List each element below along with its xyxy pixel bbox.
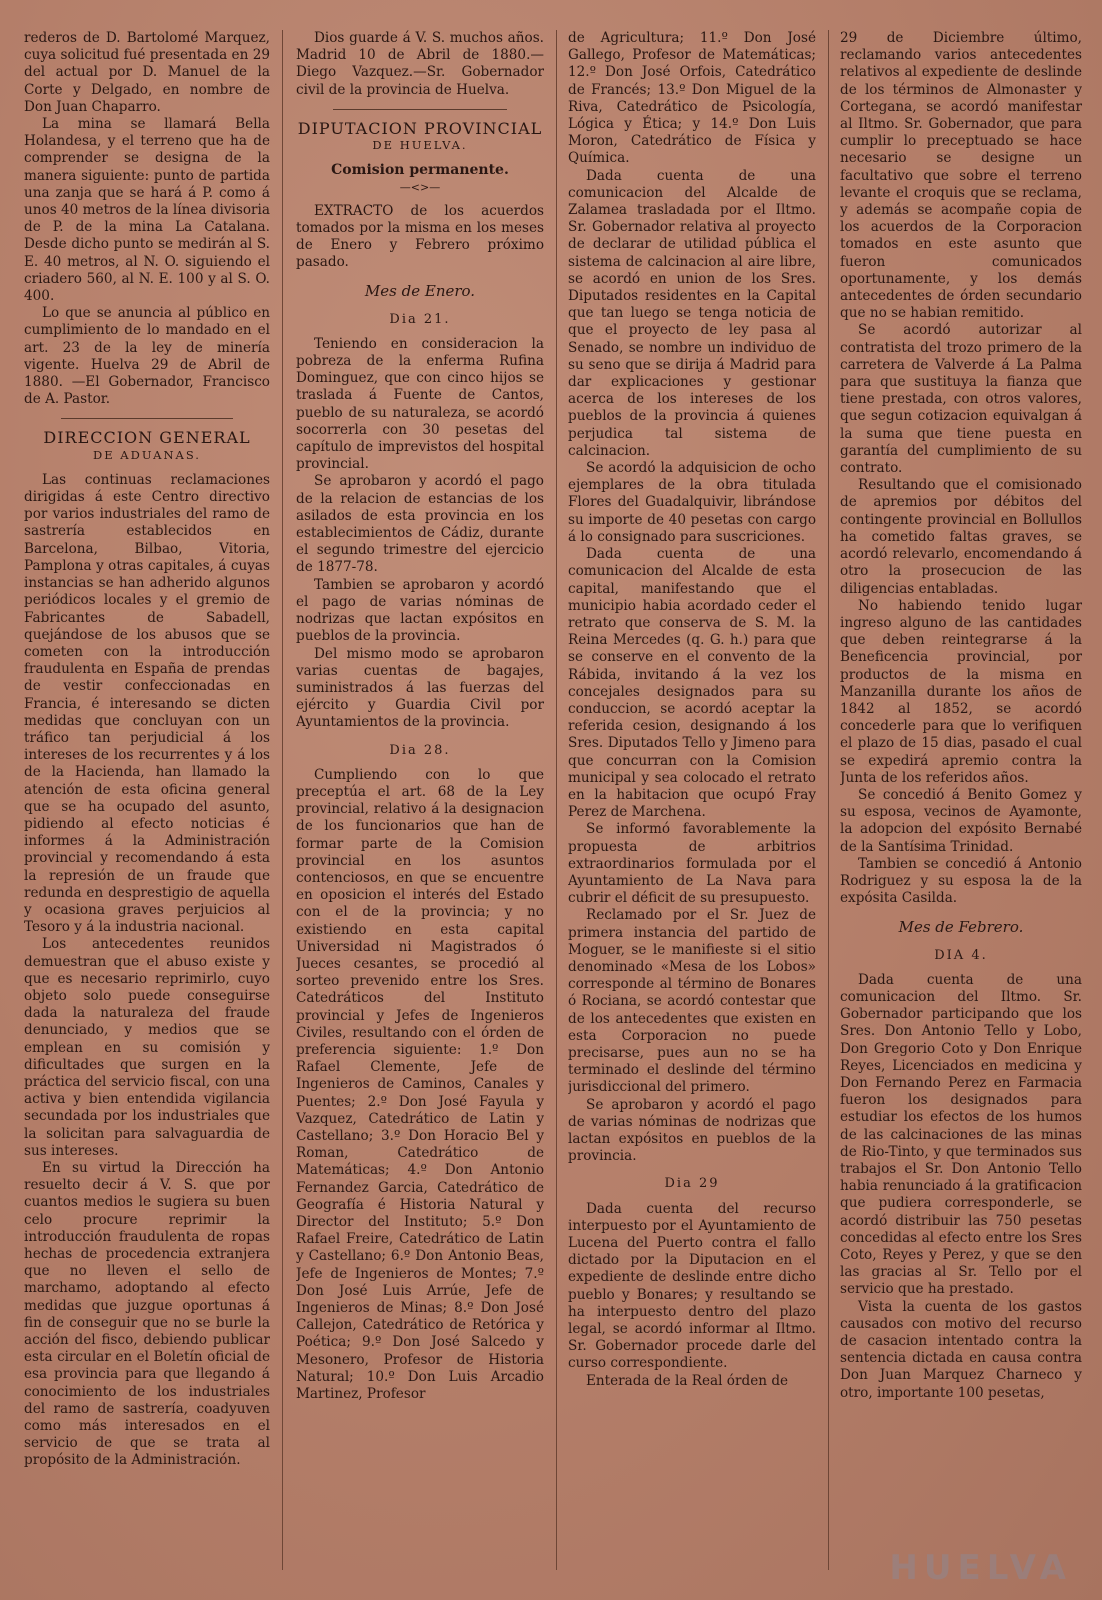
section-heading: DIPUTACION PROVINCIAL [297, 118, 543, 138]
paragraph: Se aprobaron y acordó el pago de varias nóminas de nodrizas que lactan expósitos en pueblos de la provincia. [568, 1096, 816, 1165]
paragraph: Cumpliendo con lo que preceptúa el art. 68 de la Ley provincial, relativo á la designacion de los funcionarios que han de formar parte de la Comision provincial en los asuntos contenciosos, en que se encuentre en oposicion el interés del Estado con el de la provincia; y no existiendo en esta capital Universidad ni Magistrados ó Jueces cesantes, se procedió al sorteo prevenido entre los Sres. Catedráticos del Instituto provincial y Jefes de Ingenieros Civiles, resultando con el órden de preferencia siguiente: 1.º Don Rafael Clemente, Jefe de Ingenieros de Caminos, Canales y Puentes; 2.º Don José Fayula y Vazquez, Catedrático de Latin y Castellano; 3.º Don Horacio Bel y Roman, Catedrático de Matemáticas; 4.º Don Antonio Fernandez Garcia, Catedrático de Geografía é Historia Natural y Director del Instituto; 5.º Don Rafael Freire, Catedrático de Latin y Castellano; 6.º Don Antonio Beas, Jefe de Ingenieros de Montes; 7.º Don José Luis Arrúe, Jefe de Ingenieros de Minas; 8.º Don José Callejon, Catedrático de Retórica y Poética; 9.º Don José Salcedo y Mesonero, Profesor de Historia Natural; 10.º Don Luis Arcadio Martinez, Profesor [296, 766, 544, 1403]
day-heading: Dia 29 [664, 1176, 720, 1192]
ornament: —<>— [399, 181, 441, 195]
paragraph: Tambien se concedió á Antonio Rodriguez y su esposa la de la expósita Casilda. [840, 855, 1082, 907]
paragraph: EXTRACTO de los acuerdos tomados por la misma en los meses de Enero y Febrero próximo pasado. [296, 202, 544, 271]
paragraph: Dada cuenta de una comunicacion del Iltmo. Sr. Gobernador participando que los Sres. Don Antonio Tello y Lobo, Don Gregorio Coto y Don Enrique Reyes, Licenciados en medicina y Don Fernando Perez en Farmacia fueron los designados para estudiar los efectos de los humos de las calcinaciones de las minas de Rio-Tinto, y que terminados sus trabajos el Sr. Don Antonio Tello habia renunciado á la gratificacion que pudiera corresponderle, se acordó distribuir las 750 pesetas concedidas al efecto entre los Sres Coto, Reyes y Perez, y que se den las gracias al Sr. Tello por el servicio que ha prestado. [840, 971, 1082, 1298]
divider [333, 109, 507, 110]
paragraph: Se acordó la adquisicion de ocho ejemplares de la obra titulada Flores del Guadalquivir, librándose su importe de 40 pesetas con cargo á lo consignado para suscriciones. [568, 460, 816, 545]
day-heading: Dia 28. [389, 742, 451, 758]
month-heading: Mes de Febrero. [898, 918, 1024, 937]
paragraph: Del mismo modo se aprobaron varias cuentas de bagajes, suministrados á las fuerzas del ejército y Guardia Civil por Ayuntamientos de la provincia. [296, 645, 544, 731]
section-heading: DIRECCION GENERAL [43, 428, 251, 448]
paragraph: Las continuas reclamaciones dirigidas á este Centro directivo por varios industriales del ramo de sastrería establecidos en Barcelona, Bilbao, Vitoria, Pamplona y otras capitales, á cuyas instancias se han adherido algunos periódicos locales y el gremio de Fabricantes de Sabadell, quejándose de los abusos que se cometen con la introducción fraudulenta en España de prendas de vestir confeccionadas en Francia, é interesando se dicten medidas que concluyan con un tráfico tan perjudicial á los intereses de los recurrentes y á los de la Hacienda, han llamado la atención de esta oficina general que se ha ocupado del asunto, pidiendo al efecto noticias é informes á la Administración provincial y recomendando á esta la represión de un fraude que redunda en desprestigio de aquella y ocasiona graves perjuicios al Tesoro y á la industria nacional. [24, 471, 270, 936]
column-rule [828, 30, 829, 1570]
huelva-watermark: HUELVA [889, 1548, 1072, 1588]
paragraph: Dada cuenta de una comunicacion del Alcalde de Zalamea trasladada por el Iltmo. Sr. Gobernador relativa al proyecto de declarar de utilidad pública el sistema de calcinacion al aire libre, se acordó en union de los Sres. Diputados residentes en la Capital que tan luego se tenga noticia de que el proyecto de ley pasa al Senado, se nombre un individuo de su seno que se dirija á Madrid para dar explicaciones y gestionar acerca de los intereses de los pueblos de la provincia á quienes perjudica tal sistema de calcinacion. [568, 167, 816, 459]
column-rule [556, 30, 557, 1570]
paragraph: Enterada de la Real órden de [586, 1372, 789, 1389]
column-2 [296, 30, 544, 1576]
paragraph: Dada cuenta de una comunicacion del Alcalde de esta capital, manifestando que el municipio habia acordado ceder el retrato que conserva de S. M. la Reina Mercedes (q. G. h.) para que se conserve en el convento de la Rábida, invitando á la vez los concejales designados para su conduccion, se acordó aceptar la referida cesion, designando á los Sres. Diputados Tello y Jimeno para que concurran con la Comision municipal y sea colocado el retrato en la habitacion que ocupó Fray Perez de Marchena. [568, 546, 816, 821]
paragraph: Lo que se anuncia al público en cumplimiento de lo mandado en el art. 23 de la ley de minería vigente. Huelva 29 de Abril de 1880. —El Gobernador, Francisco de A. Pastor. [24, 305, 270, 408]
column-3 [568, 30, 816, 1576]
paragraph: Teniendo en consideracion la pobreza de la enferma Rufina Dominguez, que con cinco hijos se traslada á Fuente de Cantos, pueblo de su naturaleza, se acordó socorrerla con 30 pesetas del capítulo de imprevistos del hospital provincial. [296, 335, 544, 473]
paragraph: Dada cuenta del recurso interpuesto por el Ayuntamiento de Lucena del Puerto contra el fallo dictado por la Diputacion en el expediente de deslinde entre dicho pueblo y Bonares; y resultando se ha interpuesto dentro del plazo legal, se acordó informar al Iltmo. Sr. Gobernador procede darle del curso correspondiente. [568, 1200, 816, 1372]
day-heading: DIA 4. [934, 947, 988, 963]
month-heading: Mes de Enero. [364, 282, 476, 301]
paragraph: Se informó favorablemente la propuesta de arbitrios extraordinarios formulada por el Ayuntamiento de La Nava para cubrir el déficit de su presupuesto. [568, 821, 816, 907]
divider [61, 418, 233, 419]
paragraph: Se aprobaron y acordó el pago de la relacion de estancias de los asilados de esta provincia en los establecimientos de Cádiz, durante el segundo trimestre del ejercicio de 1877-78. [296, 473, 544, 576]
section-subheading: DE HUELVA. [372, 138, 468, 153]
section-subheading: DE ADUANAS. [93, 447, 201, 462]
paragraph: Se concedió á Benito Gomez y su esposa, vecinos de Ayamonte, la adopcion del expósito Bernabé de la Santísima Trinidad. [840, 786, 1082, 855]
paragraph: Dios guarde á V. S. muchos años. Madrid 10 de Abril de 1880.—Diego Vazquez.—Sr. Gobernador civil de la provincia de Huelva. [296, 30, 544, 98]
paragraph: La mina se llamará Bella Holandesa, y el terreno que ha de comprender se designa de la manera siguiente: punto de partida una zanja que se hará á P. como á unos 40 metros de la línea divisoria de P. de la mina La Catalana. Desde dicho punto se medirán al S. E. 40 metros, al N. O. siguiendo el criadero 560, al N. E. 100 y al S. O. 400. [24, 116, 270, 305]
paragraph: Tambien se aprobaron y acordó el pago de varias nóminas de nodrizas que lactan expósitos en pueblos de la provincia. [296, 576, 544, 645]
paragraph: de Agricultura; 11.º Don José Gallego, Profesor de Matemáticas; 12.º Don José Orfois, Catedrático de Francés; 13.º Don Miguel de la Riva, Catedrático de Psicología, Lógica y Ética; y 14.º Don Luis Moron, Catedrático de Física y Química. [568, 30, 816, 167]
paragraph: Resultando que el comisionado de apremios por débitos del contingente provincial en Bollullos ha cometido faltas graves, se acordó relevarlo, encomendando á otro la prosecucion de las diligencias entabladas. [840, 477, 1082, 597]
paragraph: Vista la cuenta de los gastos causados con motivo del recurso de casacion intentado contra la sentencia dictada en causa contra Don Juan Marquez Charneco y otro, importante 100 pesetas, [840, 1298, 1082, 1401]
day-heading: Dia 21. [389, 311, 451, 327]
column-4 [840, 30, 1082, 1576]
paragraph: Los antecedentes reunidos demuestran que el abuso existe y que es necesario reprimirlo, cuyo objeto solo puede conseguirse dada la naturaleza del fraude denunciado, y medios que se emplean en su comisión y dificultades que surgen en la práctica del servicio fiscal, con una activa y bien entendida vigilancia secundada por los industriales que la solicitan para salvaguardia de sus intereses. [24, 936, 270, 1159]
paragraph: Reclamado por el Sr. Juez de primera instancia del partido de Moguer, se le manifieste si el sitio denominado «Mesa de los Lobos» corresponde al término de Bonares ó Rociana, se acordó contestar que de los antecedentes que existen en esta Corporacion no puede precisarse, pues aun no se ha terminado el deslinde del término jurisdiccional del primero. [568, 907, 816, 1096]
paragraph: En su virtud la Dirección ha resuelto decir á V. S. que por cuantos medios le sugiera su buen celo procure reprimir la introducción fraudulenta de ropas hechas de procedencia extranjera que no lleven el sello de marchamo, adoptando al efecto medidas que juzgue oportunas á fin de conseguir que no se burle la acción del fisco, debiendo publicar esta circular en el Boletín oficial de esa provincia para que llegando á conocimiento de los industriales del ramo de sastrería, coadyuven como más interesados en el servicio de que se trata al propósito de la Administración. [24, 1160, 270, 1469]
paragraph: No habiendo tenido lugar ingreso alguno de las cantidades que deben reintegrarse á la Beneficencia provincial, por productos de la misma en Manzanilla durante los años de 1842 al 1852, se acordó concederle para que lo verifiquen el plazo de 15 dias, pasado el cual se expedirá apremio contra la Junta de los referidos años. [840, 597, 1082, 786]
column-1 [24, 30, 270, 1576]
paragraph: Se acordó autorizar al contratista del trozo primero de la carretera de Valverde á La Palma para que sustituya la fianza que tiene prestada, con otros valores, que segun cotizacion equivalgan á la suma que tiene puesta en garantía del cumplimiento de su contrato. [840, 322, 1082, 477]
paragraph: 29 de Diciembre último, reclamando varios antecedentes relativos al expediente de deslinde de los términos de Almonaster y Cortegana, se acordó manifestar al Iltmo. Sr. Gobernador, que para cumplir lo preceptuado se hace necesario se designe un facultativo que sobre el terreno levante el croquis que se reclama, y además se acompañe copia de los acuerdos de la Corporacion tomados en este asunto que fueron comunicados oportunamente, y los demás antecedentes de órden secundario que no se habian remitido. [840, 30, 1082, 322]
column-rule [282, 30, 283, 1570]
commission-heading: Comision permanente. [331, 162, 509, 179]
paragraph: rederos de D. Bartolomé Marquez, cuya solicitud fué presentada en 29 del actual por D. Manuel de la Corte y Delgado, en nombre de Don Juan Chaparro. [24, 30, 270, 115]
